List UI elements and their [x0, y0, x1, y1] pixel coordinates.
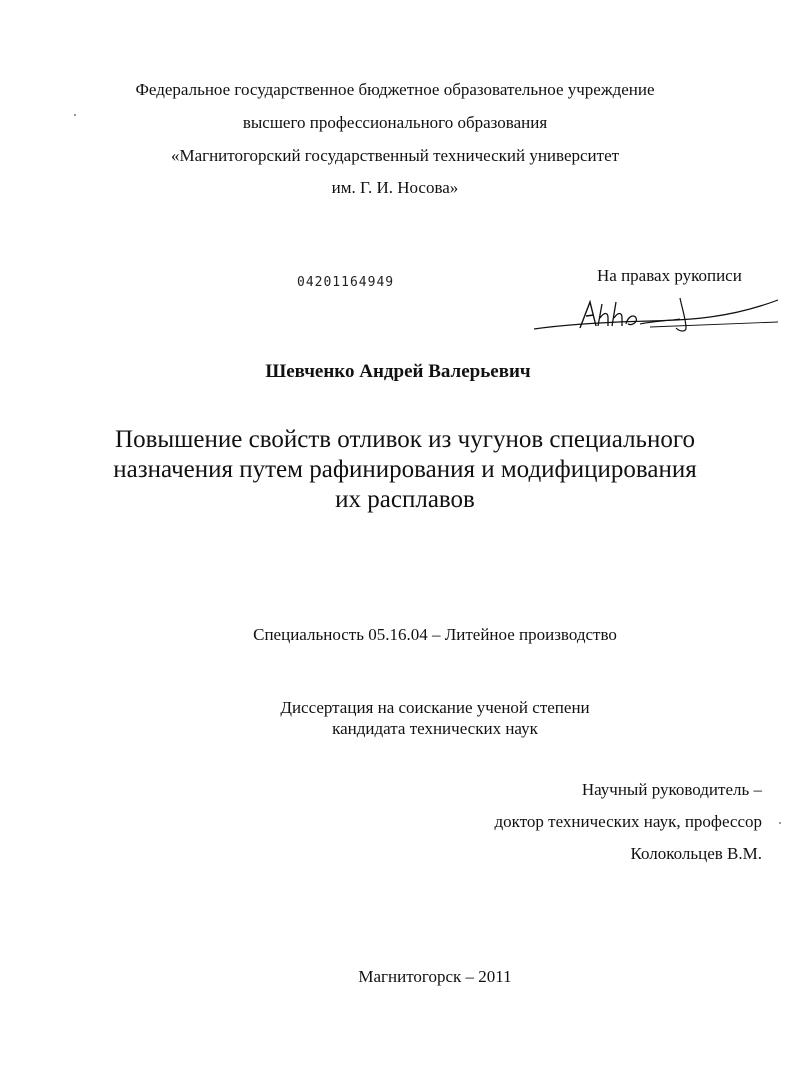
supervisor-name: Колокольцев В.М.	[630, 844, 762, 863]
city-year: Магнитогорск – 2011	[358, 967, 512, 986]
institution-line-1: Федеральное государственное бюджетное образовательное учреждение	[135, 80, 655, 99]
institution-line-3: «Магнитогорский государственный технический университет	[170, 146, 620, 165]
institution-line-4: им. Г. И. Носова»	[331, 178, 459, 197]
signature-icon	[530, 288, 780, 338]
degree-line-2: кандидата технических наук	[332, 719, 538, 738]
scan-speck	[779, 822, 781, 824]
thesis-title-line-3: их расплавов	[335, 486, 475, 513]
author-name: Шевченко Андрей Валерьевич	[265, 361, 531, 382]
degree-line-1: Диссертация на соискание ученой степени	[280, 698, 590, 717]
supervisor-role: Научный руководитель –	[581, 780, 762, 799]
specialty: Специальность 05.16.04 – Литейное производство	[253, 625, 617, 644]
thesis-title-line-1: Повышение свойств отливок из чугунов специального	[115, 426, 695, 453]
institution-line-2: высшего профессионального образования	[242, 113, 548, 132]
thesis-title-line-2: назначения путем рафинирования и модифицирования	[113, 456, 697, 483]
supervisor-degree: доктор технических наук, профессор	[494, 812, 762, 831]
manuscript-note: На правах рукописи	[597, 266, 742, 285]
scan-speck	[74, 114, 76, 116]
document-number: 04201164949	[297, 275, 395, 290]
